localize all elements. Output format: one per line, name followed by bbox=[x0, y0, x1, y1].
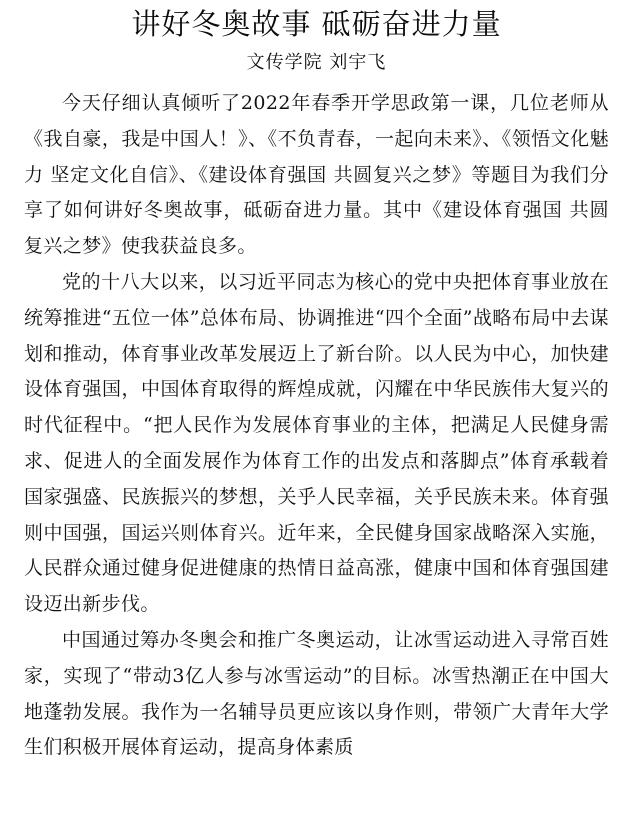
paragraph: 党的十八大以来，以习近平同志为核心的党中央把体育事业放在统筹推进“五位一体”总体布局、协调推进“四个全面”战略布局中去谋划和推动，体育事业改革发展迈上了新台阶。以人民为中心，加快建设体育强国，中国体育取得的辉煌成就，闪耀在中华民族伟大复兴的时代征程中。“把人民作为发展体育事业的主体，把满足人民健身需求、促进人的全面发展作为体育工作的出发点和落脚点”体育承载着国家强盛、民族振兴的梦想，关乎人民幸福，关乎民族未来。体育强则中国强，国运兴则体育兴。近年来，全民健身国家战略深入实施，人民群众通过健身促进健康的热情日益高涨，健康中国和体育强国建设迈出新步伐。 bbox=[24, 270, 609, 616]
article-body bbox=[24, 86, 609, 766]
paragraph: 中国通过筹办冬奥会和推广冬奥运动，让冰雪运动进入寻常百姓家，实现了“带动3亿人参与冰雪运动”的目标。冰雪热潮正在中国大地蓬勃发展。我作为一名辅导员更应该以身作则，带领广大青年大学生们积极开展体育运动，提高身体素质 bbox=[24, 628, 609, 759]
page-title: 讲好冬奥故事 砥砺奋进力量 bbox=[131, 7, 502, 41]
paragraph: 今天仔细认真倾听了2022年春季开学思政第一课，几位老师从《我自豪，我是中国人！》、《不负青春，一起向未来》、《领悟文化魅力 坚定文化自信》、《建设体育强国 共圆复兴之梦》等题目为我们分享了如何讲好冬奥故事，砥砺奋进力量。其中《建设体育强国 共圆复兴之梦》使我获益良多。 bbox=[24, 92, 609, 258]
author-byline: 文传学院 刘宇飞 bbox=[246, 52, 387, 73]
